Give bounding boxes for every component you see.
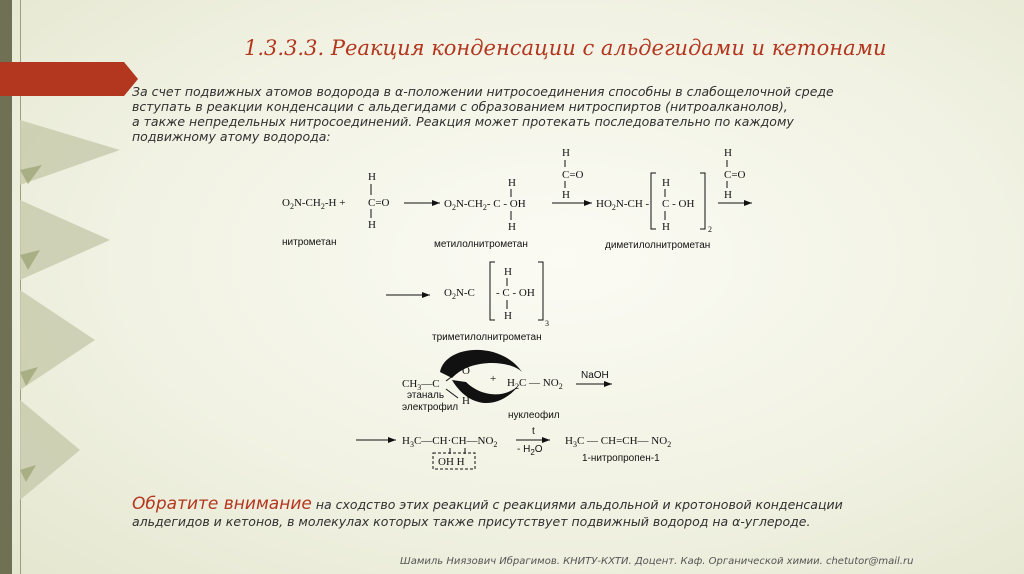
trimethylol-tail: - C - OH [496,287,535,299]
intro-line: За счет подвижных атомов водорода в α-положении нитросоединения способны в слабощелочной среде [132,84,834,99]
ald2-h-bottom: H [562,189,570,201]
label-trimethylolnitromethane: триметилолнитрометан [432,332,542,343]
label-1-nitropropene: 1-нитропропен-1 [582,453,660,464]
note-paragraph [132,496,1002,530]
author-footer: Шамиль Ниязович Ибрагимов. КНИТУ-КХТИ. Доцент. Каф. Органической химии. chetutor@mail.ru [400,556,914,567]
label-nitromethane: нитрометан [282,237,337,248]
label-dimethylolnitromethane: диметилолнитрометан [605,240,711,251]
dimethylol-h-top: H [662,177,670,189]
plus-sign: + [490,373,497,385]
intro-line: а также непредельных нитросоединений. Реакция может протекать последовательно по каждому [132,114,794,129]
bond [446,389,458,398]
dimethylol-formula: $HO_2N-CH$ - [596,198,650,212]
ald3-h-top: H [724,147,732,159]
dimethylol-h-bottom: H [662,221,670,233]
slide-title: 1.3.3.3. Реакция конденсации с альдегидами и кетонами [244,36,887,60]
ald2-formula: C=O [562,169,584,181]
methylol-h-top: H [508,177,516,189]
ethanal-h: H [462,395,470,407]
trimethylol-formula: $O_2N-C$ [444,287,475,301]
note-line [132,496,1002,513]
bracket-right [538,262,543,320]
formaldehyde-formula: C=O [368,197,390,209]
condition-minus-water: - $H_2O$ [517,444,543,457]
note-highlight: Обратите внимание [132,494,312,514]
ald3-h-bottom: H [724,189,732,201]
intermediate-formula: $H_3C—CH\cdot CH—NO_2$ [402,435,498,449]
label-nucleophile: нуклеофил [508,410,560,421]
dimethylol-tail: C - OH [662,198,695,210]
trimethylol-h-top: H [504,266,512,278]
formaldehyde-h-bottom: H [368,219,376,231]
nitromethane-formula: $O_2N-CH_2-H$ + [282,197,346,211]
formaldehyde-h-top: H [368,171,376,183]
trimethylol-subscript: 3 [545,319,549,328]
oh-h-groups: OH H [438,456,465,468]
intro-line: подвижному атому водорода: [132,129,331,144]
intro-line: вступать в реакции конденсации с альдегидами с образованием нитроспиртов (нитроалканолов), [132,99,788,114]
catalyst-naoh: NaOH [581,370,609,381]
bracket-left [490,262,495,320]
ethanal-oxygen: O [462,365,470,377]
label-ethanal: этаналь [407,390,445,401]
note-text: на сходство этих реакций с реакциями альдольной и кротоновой конденсации [311,497,843,512]
product-formula: $H_3C$ — CH=CH— $NO_2$ [565,435,672,449]
bracket-right [700,173,705,229]
condition-heat: t [532,426,535,437]
trimethylol-h-bottom: H [504,310,512,322]
ethanal-formula: $CH_3—C$ [402,378,440,392]
methylol-formula: $O_2N-CH_2-$ C - OH [444,198,526,212]
note-line: альдегидов и кетонов, в молекулах которых также присутствует подвижный водород на α-углероде. [132,514,811,529]
label-methylolnitromethane: метилолнитрометан [434,239,528,250]
methylol-h-bottom: H [508,221,516,233]
ald2-h-top: H [562,147,570,159]
ald3-formula: C=O [724,169,746,181]
electron-shift-arrow-icon [440,350,522,378]
bracket-left [651,173,656,229]
dimethylol-subscript: 2 [708,225,712,234]
nitromethane-nucleophile: $H_2C$ — $NO_2$ [507,377,563,391]
label-electrophile: электрофил [402,402,459,413]
